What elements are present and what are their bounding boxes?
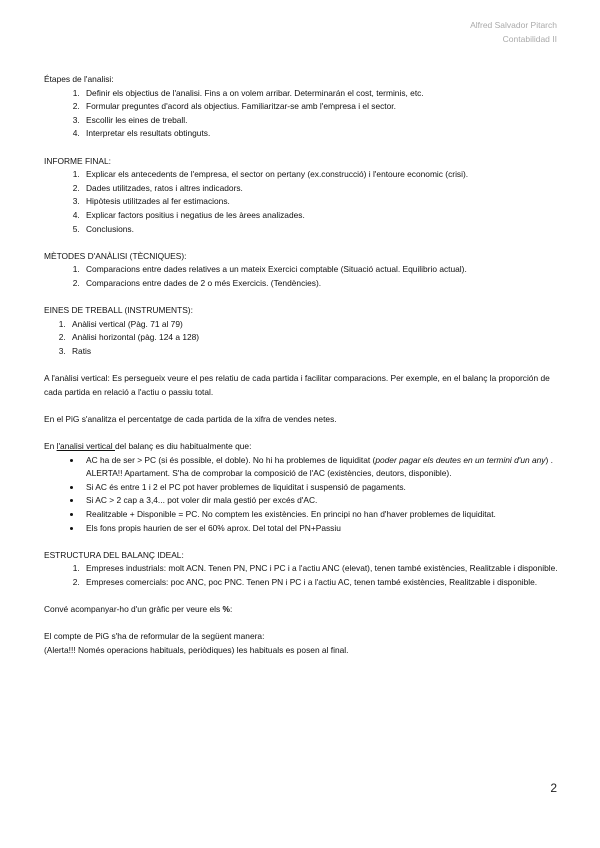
- informe-item: 4. Explicar factors positius i negatius de les àrees analizades.: [82, 209, 560, 223]
- eines-list: [44, 318, 560, 359]
- balanc-item-text: ) . ALERTA!! Apartament. S'ha de comprobar la composició de l'AC (existències, deutors, disponible).: [86, 454, 553, 479]
- metodes-item: 1. Comparacions entre dades relatives a un mateix Exercici comptable (Situació actual. Equilibrio actual).: [82, 263, 560, 277]
- etapes-item: 3. Escollir les eines de treball.: [82, 114, 560, 128]
- metodes-item: 2. Comparacions entre dades de 2 o més Exercicis. (Tendències).: [82, 277, 560, 291]
- balanc-item: • Si AC és entre 1 i 2 el PC pot haver problemes de liquiditat i suspensió de pagaments.: [82, 481, 560, 495]
- grafic-text: Convé acompanyar-ho d'un gràfic per veure els: [44, 604, 223, 615]
- informe-item: 5. Conclusions.: [82, 223, 560, 237]
- informe-title: INFORME FINAL:: [44, 155, 112, 166]
- balanc-item: • Si AC > 2 cap a 3,4... pot voler dir mala gestió per excés d'AC.: [82, 494, 560, 508]
- informe-item: 2. Dades utilitzades, ratos i altres indicadors.: [82, 182, 560, 196]
- balanc-list: [44, 454, 560, 536]
- informe-list: [44, 168, 560, 236]
- balanc-intro-underline: l'analisi vertical: [56, 441, 115, 452]
- eines-title: EINES DE TREBALL (INSTRUMENTS):: [44, 305, 193, 316]
- grafic-paragraph: [44, 603, 560, 617]
- etapes-item: 2. Formular preguntes d'acord als objectius. Familiaritzar-se amb l'empresa i el sector.: [82, 100, 560, 114]
- etapes-list: [44, 87, 560, 141]
- vertical-paragraph: A l'anàlisi vertical: Es persegueix veure el pes relatiu de cada partida i facilitar comparacions. Per exemple, en el balanç la proporción de cada partida en relació a l'actiu o passiu total.: [44, 373, 550, 397]
- author-name: Alfred Salvador Pitarch: [470, 20, 557, 30]
- grafic-bold: %: [222, 604, 230, 615]
- balanc-item: • Els fons propis haurien de ser el 60% aprox. Del total del PN+Passiu: [82, 522, 560, 536]
- pig-final-line2: (Alerta!!! Només operacions habituals, periòdiques) les habituals es posen al final.: [44, 644, 349, 655]
- etapes-title: Étapes de l'analisi:: [44, 74, 114, 84]
- eines-item: 1. Anàlisi vertical (Pàg. 71 al 79): [68, 318, 560, 332]
- informe-item: 1. Explicar els antecedents de l'empresa, el sector on pertany (ex.construcció) i l'entoure economic (crisi).: [82, 168, 560, 182]
- balanc-intro-suffix: del balanç es diu habitualmente que:: [114, 441, 252, 452]
- balanc-item-text: AC ha de ser > PC (si és possible, el doble). No hi ha problemes de liquiditat (: [86, 454, 376, 465]
- balanc-item: [82, 454, 560, 481]
- metodes-title: MÈTODES D'ANÀLISI (TÈCNIQUES):: [44, 250, 187, 261]
- etapes-item: 4. Interpretar els resultats obtinguts.: [82, 127, 560, 141]
- eines-item: 2. Anàlisi horizontal (pàg. 124 a 128): [68, 331, 560, 345]
- pig-final-line1: El compte de PiG s'ha de reformular de la següent manera:: [44, 631, 265, 642]
- metodes-list: [44, 263, 560, 290]
- page-header: [470, 18, 557, 46]
- balanc-item: • Realitzable + Disponible = PC. No comptem les existències. En principi no han d'haver problemes de liquiditat.: [82, 508, 560, 522]
- balanc-item-italic: poder pagar els deutes en un termini d'un any: [375, 454, 546, 465]
- grafic-colon: :: [229, 604, 233, 615]
- balanc-intro: [44, 440, 560, 454]
- estructura-list: [44, 562, 560, 589]
- balanc-intro-prefix: En: [44, 441, 57, 452]
- etapes-item: 1. Definir els objectius de l'analisi. Fins a on volem arribar. Determinarán el cost, terminis, etc.: [82, 87, 560, 101]
- document-body: [44, 73, 560, 658]
- estructura-title: ESTRUCTURA DEL BALANÇ IDEAL:: [44, 549, 184, 560]
- informe-item: 3. Hipòtesis utilitzades al fer estimacions.: [82, 195, 560, 209]
- pig-paragraph: En el PiG s'analitza el percentatge de cada partida de la xifra de vendes netes.: [44, 413, 337, 424]
- estructura-item: 1. Empreses industrials: molt ACN. Tenen PN, PNC i PC i a l'actiu ANC (elevat), tenen també existències, Realitzable i disponible.: [82, 562, 560, 576]
- eines-item: 3. Ratis: [68, 345, 560, 359]
- page-number: 2: [550, 781, 557, 795]
- subject-name: Contabilidad II: [502, 34, 557, 44]
- estructura-item: 2. Empreses comercials: poc ANC, poc PNC. Tenen PN i PC i a l'actiu AC, tenen també existències, Realitzable i disponible.: [82, 576, 560, 590]
